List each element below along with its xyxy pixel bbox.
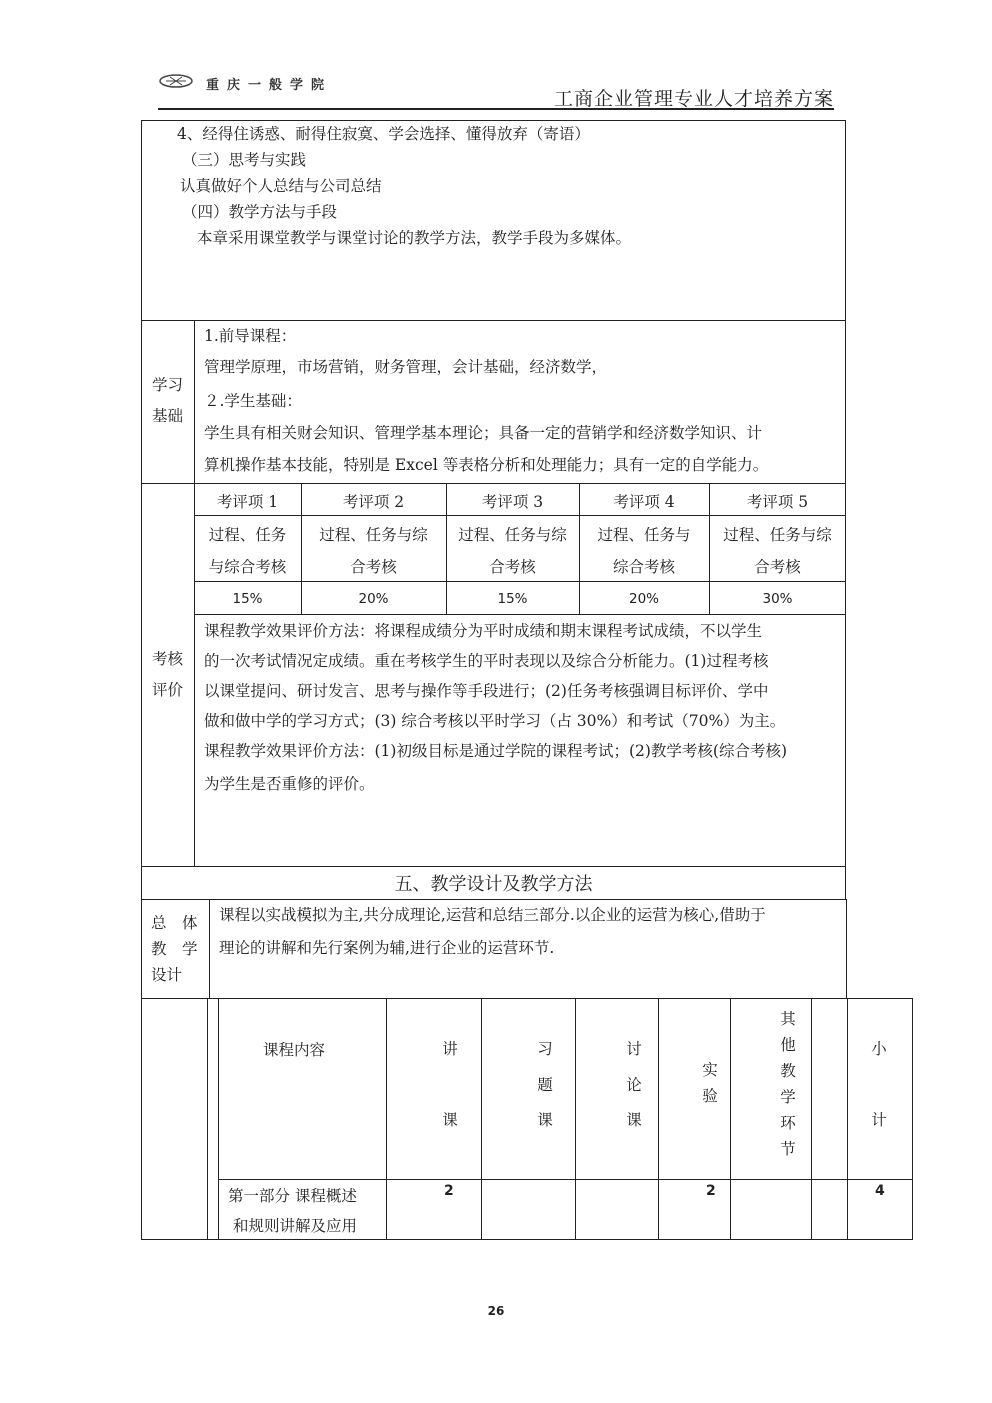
assessment-line-2: 的一次考试情况定成绩。重在考核学生的平时表现以及综合分析能力。(1)过程考核 [204, 652, 769, 670]
hours-table-top [141, 998, 913, 999]
row-content: 第一部分 课程概述 [228, 1187, 357, 1205]
row-content: 和规则讲解及应用 [233, 1217, 358, 1235]
hours-table-line [847, 998, 848, 1239]
header-experiment: 实 [702, 1061, 718, 1079]
overall-design-divider [209, 899, 210, 999]
assessment-item-type: 过程、任务与综 [458, 526, 567, 544]
assessment-item-weight: 15% [232, 591, 263, 607]
top-line-5: 本章采用课堂教学与课堂讨论的教学方法，教学手段为多媒体。 [197, 229, 632, 247]
assessment-label-1: 考核 [151, 650, 183, 668]
header-other: 他 [780, 1036, 796, 1054]
header-discussion: 讨 [626, 1040, 642, 1058]
assessment-item-weight: 20% [358, 591, 389, 607]
hours-table-line [386, 998, 387, 1239]
overall-design-label-3: 设计 [151, 966, 183, 984]
assessment-item-type: 与综合考核 [208, 558, 287, 576]
header-discussion: 课 [626, 1111, 642, 1129]
hours-table-line [207, 998, 208, 1239]
header-lecture: 讲 [442, 1040, 458, 1058]
header-discussion: 论 [626, 1076, 642, 1094]
header-other: 节 [780, 1140, 796, 1158]
assessment-item-type: 合考核 [754, 558, 801, 576]
assessment-item-name: 考评项 4 [613, 493, 675, 511]
hours-table-line [658, 998, 659, 1239]
header-lecture: 课 [442, 1111, 458, 1129]
hours-table-line [730, 998, 731, 1239]
assessment-line-3: 以课堂提问、研讨发言、思考与操作等手段进行；(2)任务考核强调目标评价、学中 [204, 682, 769, 700]
learning-basis-divider [194, 320, 195, 484]
assessment-item-weight: 30% [762, 591, 793, 607]
assessment-item-type: 合考核 [489, 558, 536, 576]
header-exercise: 题 [537, 1076, 553, 1094]
page-number: 26 [487, 1304, 505, 1318]
hours-table-line [811, 998, 812, 1239]
assessment-item-weight: 15% [497, 591, 528, 607]
header-exercise: 习 [537, 1040, 553, 1058]
hours-table-row-line [218, 1179, 913, 1180]
row-subtotal-hours: 4 [875, 1183, 885, 1199]
header-rule [158, 108, 834, 110]
assessment-label-2: 评价 [151, 681, 183, 699]
assessment-item-type: 过程、任务 [208, 526, 287, 544]
row-lecture-hours: 2 [444, 1183, 454, 1199]
learning-basis-line-5: 算机操作基本技能，特别是 Excel 等表格分析和处理能力；具有一定的自学能力。 [204, 456, 769, 474]
header-exercise: 课 [537, 1111, 553, 1129]
assessment-line-6: 为学生是否重修的评价。 [204, 775, 375, 793]
assessment-line-4: 做和做中学的学习方式；(3) 综合考核以平时学习（占 30%）和考试（70%）为主。 [204, 712, 786, 730]
hours-table-line [141, 998, 142, 1239]
top-line-3: 认真做好个人总结与公司总结 [180, 177, 382, 195]
logo-text: 重庆一般学院 [206, 78, 333, 92]
top-line-4: （四）教学方法与手段 [182, 203, 338, 221]
learning-basis-line-1: 1.前导课程： [204, 327, 297, 345]
assessment-grid-line [194, 581, 846, 582]
assessment-item-type: 合考核 [350, 558, 397, 576]
header-subtotal: 计 [871, 1111, 887, 1129]
assessment-grid-line [194, 515, 846, 516]
assessment-grid-line [194, 614, 846, 615]
header-experiment: 验 [702, 1087, 718, 1105]
assessment-item-name: 考评项 3 [481, 493, 544, 511]
learning-basis-line-2: 管理学原理，市场营销，财务管理，会计基础，经济数学， [204, 358, 608, 376]
overall-design-line-1: 课程以实战模拟为主,共分成理论,运营和总结三部分.以企业的运营为核心,借助于 [219, 906, 766, 924]
document-title: 工商企业管理专业人才培养方案 [553, 88, 834, 110]
learning-basis-label-2: 基础 [151, 407, 183, 425]
assessment-item-weight: 20% [628, 591, 659, 607]
hours-table-line [481, 998, 482, 1239]
learning-basis-line-3: ２.学生基础： [204, 392, 302, 410]
row-experiment-hours: 2 [706, 1183, 716, 1199]
header-other: 环 [780, 1114, 796, 1132]
hours-table-line [575, 998, 576, 1239]
assessment-line-1: 课程教学效果评价方法：将课程成绩分为平时成绩和期末课程考试成绩，不以学生 [204, 622, 763, 640]
assessment-item-name: 考评项 2 [342, 493, 405, 511]
assessment-item-type: 过程、任务与 [597, 526, 691, 544]
overall-design-label-2: 教 学 [151, 940, 198, 958]
section-title: 五、教学设计及教学方法 [394, 874, 593, 895]
learning-basis-label-1: 学习 [151, 376, 183, 394]
header-other: 学 [780, 1088, 796, 1106]
assessment-line-5: 课程教学效果评价方法：(1)初级目标是通过学院的课程考试；(2)教学考核(综合考核) [204, 742, 788, 760]
assessment-item-name: 考评项 1 [216, 493, 279, 511]
header-course-content: 课程内容 [263, 1041, 326, 1059]
assessment-item-type: 过程、任务与综 [723, 526, 832, 544]
header-subtotal: 小 [871, 1040, 887, 1058]
assessment-item-name: 考评项 5 [746, 493, 809, 511]
header-other: 其 [780, 1010, 796, 1028]
hours-table-line [912, 998, 913, 1239]
learning-basis-line-4: 学生具有相关财会知识、管理学基本理论；具备一定的营销学和经济数学知识、计 [204, 424, 763, 442]
overall-design-line-2: 理论的讲解和先行案例为辅,进行企业的运营环节. [219, 939, 555, 957]
assessment-item-type: 过程、任务与综 [319, 526, 428, 544]
overall-design-label-1: 总 体 [151, 914, 198, 932]
assessment-item-type: 综合考核 [612, 558, 675, 576]
hours-table-line [218, 998, 219, 1239]
top-line-2: （三）思考与实践 [182, 151, 307, 169]
header-other: 教 [780, 1062, 796, 1080]
hours-table-bottom [141, 1239, 913, 1240]
top-line-1: 4、经得住诱惑、耐得住寂寞、学会选择、懂得放弃（寄语） [177, 125, 590, 143]
school-logo [158, 72, 378, 92]
